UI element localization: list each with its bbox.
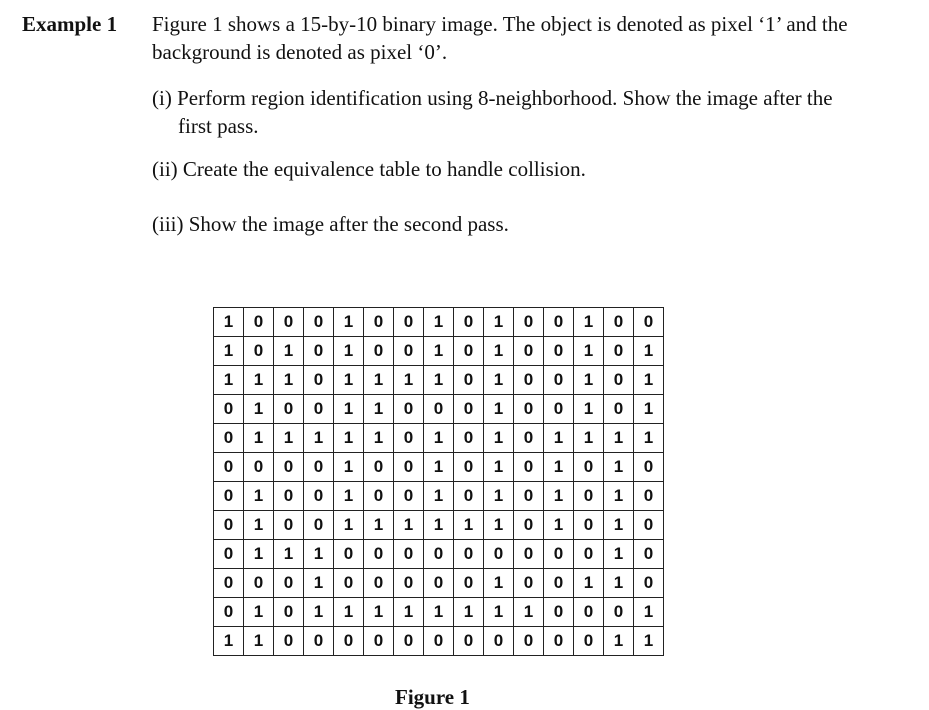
grid-cell: 0 <box>454 337 484 366</box>
grid-cell: 1 <box>544 424 574 453</box>
grid-row <box>214 424 664 453</box>
grid-cell: 1 <box>604 453 634 482</box>
grid-cell: 0 <box>394 308 424 337</box>
grid-cell: 0 <box>274 598 304 627</box>
grid-cell: 1 <box>574 308 604 337</box>
grid-cell: 0 <box>454 482 484 511</box>
grid-cell: 1 <box>334 482 364 511</box>
grid-cell: 1 <box>484 511 514 540</box>
grid-cell: 0 <box>544 308 574 337</box>
question-part-ii-text: (ii) Create the equivalence table to handle collision. <box>152 157 586 181</box>
grid-cell: 1 <box>244 627 274 656</box>
grid-cell: 0 <box>274 395 304 424</box>
grid-cell: 1 <box>244 482 274 511</box>
grid-cell: 0 <box>634 569 664 598</box>
grid-cell: 1 <box>604 627 634 656</box>
question-part-iii <box>152 210 912 238</box>
grid-cell: 0 <box>574 482 604 511</box>
grid-cell: 0 <box>334 627 364 656</box>
grid-cell: 1 <box>484 453 514 482</box>
question-part-i-line-1: (i) Perform region identification using 8-neighborhood. Show the image after the <box>152 86 833 110</box>
grid-cell: 1 <box>334 366 364 395</box>
grid-cell: 1 <box>274 337 304 366</box>
grid-cell: 0 <box>394 482 424 511</box>
grid-cell: 0 <box>544 598 574 627</box>
grid-cell: 0 <box>394 540 424 569</box>
grid-cell: 0 <box>484 540 514 569</box>
grid-cell: 0 <box>274 482 304 511</box>
grid-cell: 1 <box>394 598 424 627</box>
grid-row <box>214 366 664 395</box>
grid-cell: 0 <box>454 366 484 395</box>
grid-cell: 0 <box>454 569 484 598</box>
grid-cell: 1 <box>334 598 364 627</box>
grid-cell: 0 <box>454 395 484 424</box>
grid-cell: 0 <box>214 540 244 569</box>
grid-cell: 0 <box>574 540 604 569</box>
grid-cell: 0 <box>304 337 334 366</box>
grid-cell: 0 <box>604 598 634 627</box>
grid-cell: 0 <box>604 337 634 366</box>
grid-row <box>214 337 664 366</box>
grid-cell: 0 <box>454 453 484 482</box>
grid-cell: 0 <box>244 337 274 366</box>
grid-cell: 1 <box>484 308 514 337</box>
grid-cell: 1 <box>544 453 574 482</box>
grid-cell: 0 <box>544 366 574 395</box>
grid-cell: 1 <box>214 308 244 337</box>
grid-cell: 1 <box>604 424 634 453</box>
grid-cell: 0 <box>304 482 334 511</box>
question-part-iii-text: (iii) Show the image after the second pass. <box>152 212 509 236</box>
grid-cell: 0 <box>634 453 664 482</box>
grid-cell: 1 <box>484 337 514 366</box>
grid-cell: 0 <box>484 627 514 656</box>
grid-cell: 1 <box>244 366 274 395</box>
grid-cell: 0 <box>544 540 574 569</box>
grid-row <box>214 511 664 540</box>
grid-cell: 0 <box>424 569 454 598</box>
grid-cell: 0 <box>634 482 664 511</box>
question-part-i <box>152 84 912 140</box>
grid-cell: 0 <box>514 395 544 424</box>
grid-cell: 0 <box>214 511 244 540</box>
example-intro: Figure 1 shows a 15-by-10 binary image. The object is denoted as pixel ‘1’ and the background is denoted as pixel ‘0’. <box>152 12 848 64</box>
example-heading: Example 1 <box>22 12 118 36</box>
grid-cell: 1 <box>364 598 394 627</box>
grid-cell: 1 <box>364 366 394 395</box>
grid-cell: 0 <box>364 482 394 511</box>
grid-cell: 0 <box>274 569 304 598</box>
grid-cell: 1 <box>484 424 514 453</box>
grid-cell: 1 <box>574 366 604 395</box>
grid-cell: 1 <box>364 424 394 453</box>
grid-cell: 1 <box>334 453 364 482</box>
grid-cell: 0 <box>364 453 394 482</box>
grid-cell: 0 <box>514 424 544 453</box>
figure-caption: Figure 1 <box>395 685 470 709</box>
grid-cell: 0 <box>274 308 304 337</box>
grid-cell: 0 <box>634 511 664 540</box>
binary-image-grid <box>213 307 664 656</box>
grid-cell: 0 <box>274 453 304 482</box>
grid-cell: 0 <box>274 627 304 656</box>
grid-cell: 0 <box>244 308 274 337</box>
grid-cell: 0 <box>604 308 634 337</box>
grid-cell: 0 <box>514 540 544 569</box>
grid-cell: 1 <box>424 308 454 337</box>
grid-cell: 1 <box>574 337 604 366</box>
grid-row <box>214 569 664 598</box>
grid-row <box>214 598 664 627</box>
grid-cell: 0 <box>514 627 544 656</box>
grid-cell: 0 <box>454 540 484 569</box>
grid-cell: 1 <box>634 627 664 656</box>
grid-cell: 0 <box>544 627 574 656</box>
grid-cell: 1 <box>394 366 424 395</box>
grid-cell: 0 <box>214 424 244 453</box>
grid-cell: 0 <box>334 569 364 598</box>
grid-cell: 0 <box>304 453 334 482</box>
grid-cell: 0 <box>544 569 574 598</box>
grid-cell: 0 <box>304 395 334 424</box>
grid-cell: 0 <box>514 453 544 482</box>
grid-cell: 1 <box>304 424 334 453</box>
grid-cell: 0 <box>214 395 244 424</box>
grid-cell: 0 <box>574 453 604 482</box>
grid-cell: 1 <box>424 453 454 482</box>
question-part-ii <box>152 155 912 183</box>
grid-cell: 0 <box>634 540 664 569</box>
grid-cell: 0 <box>574 511 604 540</box>
grid-cell: 0 <box>574 627 604 656</box>
grid-cell: 0 <box>364 308 394 337</box>
grid-cell: 0 <box>394 627 424 656</box>
grid-cell: 1 <box>574 424 604 453</box>
grid-cell: 1 <box>424 424 454 453</box>
grid-cell: 1 <box>484 569 514 598</box>
grid-cell: 0 <box>424 395 454 424</box>
grid-cell: 0 <box>214 598 244 627</box>
grid-cell: 0 <box>514 511 544 540</box>
grid-cell: 0 <box>394 569 424 598</box>
grid-row <box>214 453 664 482</box>
grid-cell: 0 <box>544 337 574 366</box>
grid-cell: 1 <box>244 395 274 424</box>
grid-cell: 1 <box>304 569 334 598</box>
grid-cell: 1 <box>604 540 634 569</box>
grid-cell: 1 <box>334 308 364 337</box>
grid-cell: 1 <box>544 482 574 511</box>
grid-cell: 0 <box>394 395 424 424</box>
grid-cell: 1 <box>334 337 364 366</box>
grid-cell: 1 <box>634 424 664 453</box>
grid-cell: 0 <box>634 308 664 337</box>
grid-cell: 0 <box>424 540 454 569</box>
grid-cell: 1 <box>214 366 244 395</box>
grid-cell: 0 <box>244 569 274 598</box>
grid-cell: 1 <box>424 482 454 511</box>
grid-cell: 0 <box>394 337 424 366</box>
grid-cell: 1 <box>424 366 454 395</box>
grid-cell: 1 <box>484 598 514 627</box>
grid-cell: 1 <box>364 395 394 424</box>
binary-image-figure <box>213 307 664 656</box>
grid-cell: 1 <box>304 540 334 569</box>
grid-cell: 1 <box>394 511 424 540</box>
grid-cell: 0 <box>214 569 244 598</box>
grid-cell: 1 <box>634 337 664 366</box>
grid-cell: 1 <box>604 482 634 511</box>
grid-cell: 1 <box>604 511 634 540</box>
grid-cell: 1 <box>244 598 274 627</box>
grid-cell: 1 <box>334 511 364 540</box>
grid-cell: 1 <box>214 627 244 656</box>
grid-cell: 0 <box>514 337 544 366</box>
grid-cell: 1 <box>244 511 274 540</box>
grid-cell: 0 <box>244 453 274 482</box>
grid-cell: 1 <box>484 482 514 511</box>
grid-cell: 0 <box>424 627 454 656</box>
grid-cell: 0 <box>514 366 544 395</box>
grid-cell: 1 <box>484 395 514 424</box>
grid-cell: 0 <box>334 540 364 569</box>
grid-cell: 1 <box>364 511 394 540</box>
grid-cell: 0 <box>364 569 394 598</box>
grid-cell: 1 <box>424 337 454 366</box>
grid-cell: 0 <box>454 424 484 453</box>
grid-cell: 0 <box>304 511 334 540</box>
grid-cell: 1 <box>424 598 454 627</box>
grid-cell: 0 <box>394 453 424 482</box>
grid-cell: 0 <box>364 540 394 569</box>
grid-cell: 1 <box>274 424 304 453</box>
grid-cell: 0 <box>574 598 604 627</box>
grid-row <box>214 627 664 656</box>
grid-cell: 1 <box>514 598 544 627</box>
grid-cell: 1 <box>604 569 634 598</box>
grid-cell: 0 <box>604 366 634 395</box>
grid-cell: 0 <box>364 627 394 656</box>
grid-row <box>214 308 664 337</box>
grid-cell: 0 <box>514 569 544 598</box>
grid-row <box>214 482 664 511</box>
grid-cell: 0 <box>214 453 244 482</box>
grid-cell: 1 <box>244 540 274 569</box>
grid-row <box>214 395 664 424</box>
grid-cell: 1 <box>274 366 304 395</box>
grid-cell: 0 <box>304 308 334 337</box>
grid-cell: 1 <box>484 366 514 395</box>
grid-cell: 1 <box>544 511 574 540</box>
grid-cell: 1 <box>334 424 364 453</box>
grid-cell: 0 <box>274 511 304 540</box>
grid-cell: 1 <box>574 395 604 424</box>
grid-cell: 0 <box>394 424 424 453</box>
grid-cell: 0 <box>214 482 244 511</box>
grid-cell: 1 <box>304 598 334 627</box>
grid-cell: 1 <box>634 366 664 395</box>
grid-cell: 0 <box>454 627 484 656</box>
grid-cell: 0 <box>304 366 334 395</box>
grid-cell: 1 <box>454 511 484 540</box>
grid-cell: 0 <box>514 482 544 511</box>
grid-cell: 1 <box>574 569 604 598</box>
grid-cell: 1 <box>454 598 484 627</box>
grid-cell: 0 <box>304 627 334 656</box>
grid-cell: 1 <box>634 395 664 424</box>
grid-row <box>214 540 664 569</box>
grid-cell: 0 <box>544 395 574 424</box>
grid-cell: 1 <box>274 540 304 569</box>
grid-cell: 0 <box>604 395 634 424</box>
question-part-i-line-2: first pass. <box>178 114 259 138</box>
grid-cell: 1 <box>244 424 274 453</box>
grid-cell: 0 <box>454 308 484 337</box>
grid-cell: 1 <box>424 511 454 540</box>
grid-cell: 0 <box>364 337 394 366</box>
grid-cell: 1 <box>634 598 664 627</box>
grid-cell: 1 <box>334 395 364 424</box>
grid-cell: 1 <box>214 337 244 366</box>
grid-cell: 0 <box>514 308 544 337</box>
